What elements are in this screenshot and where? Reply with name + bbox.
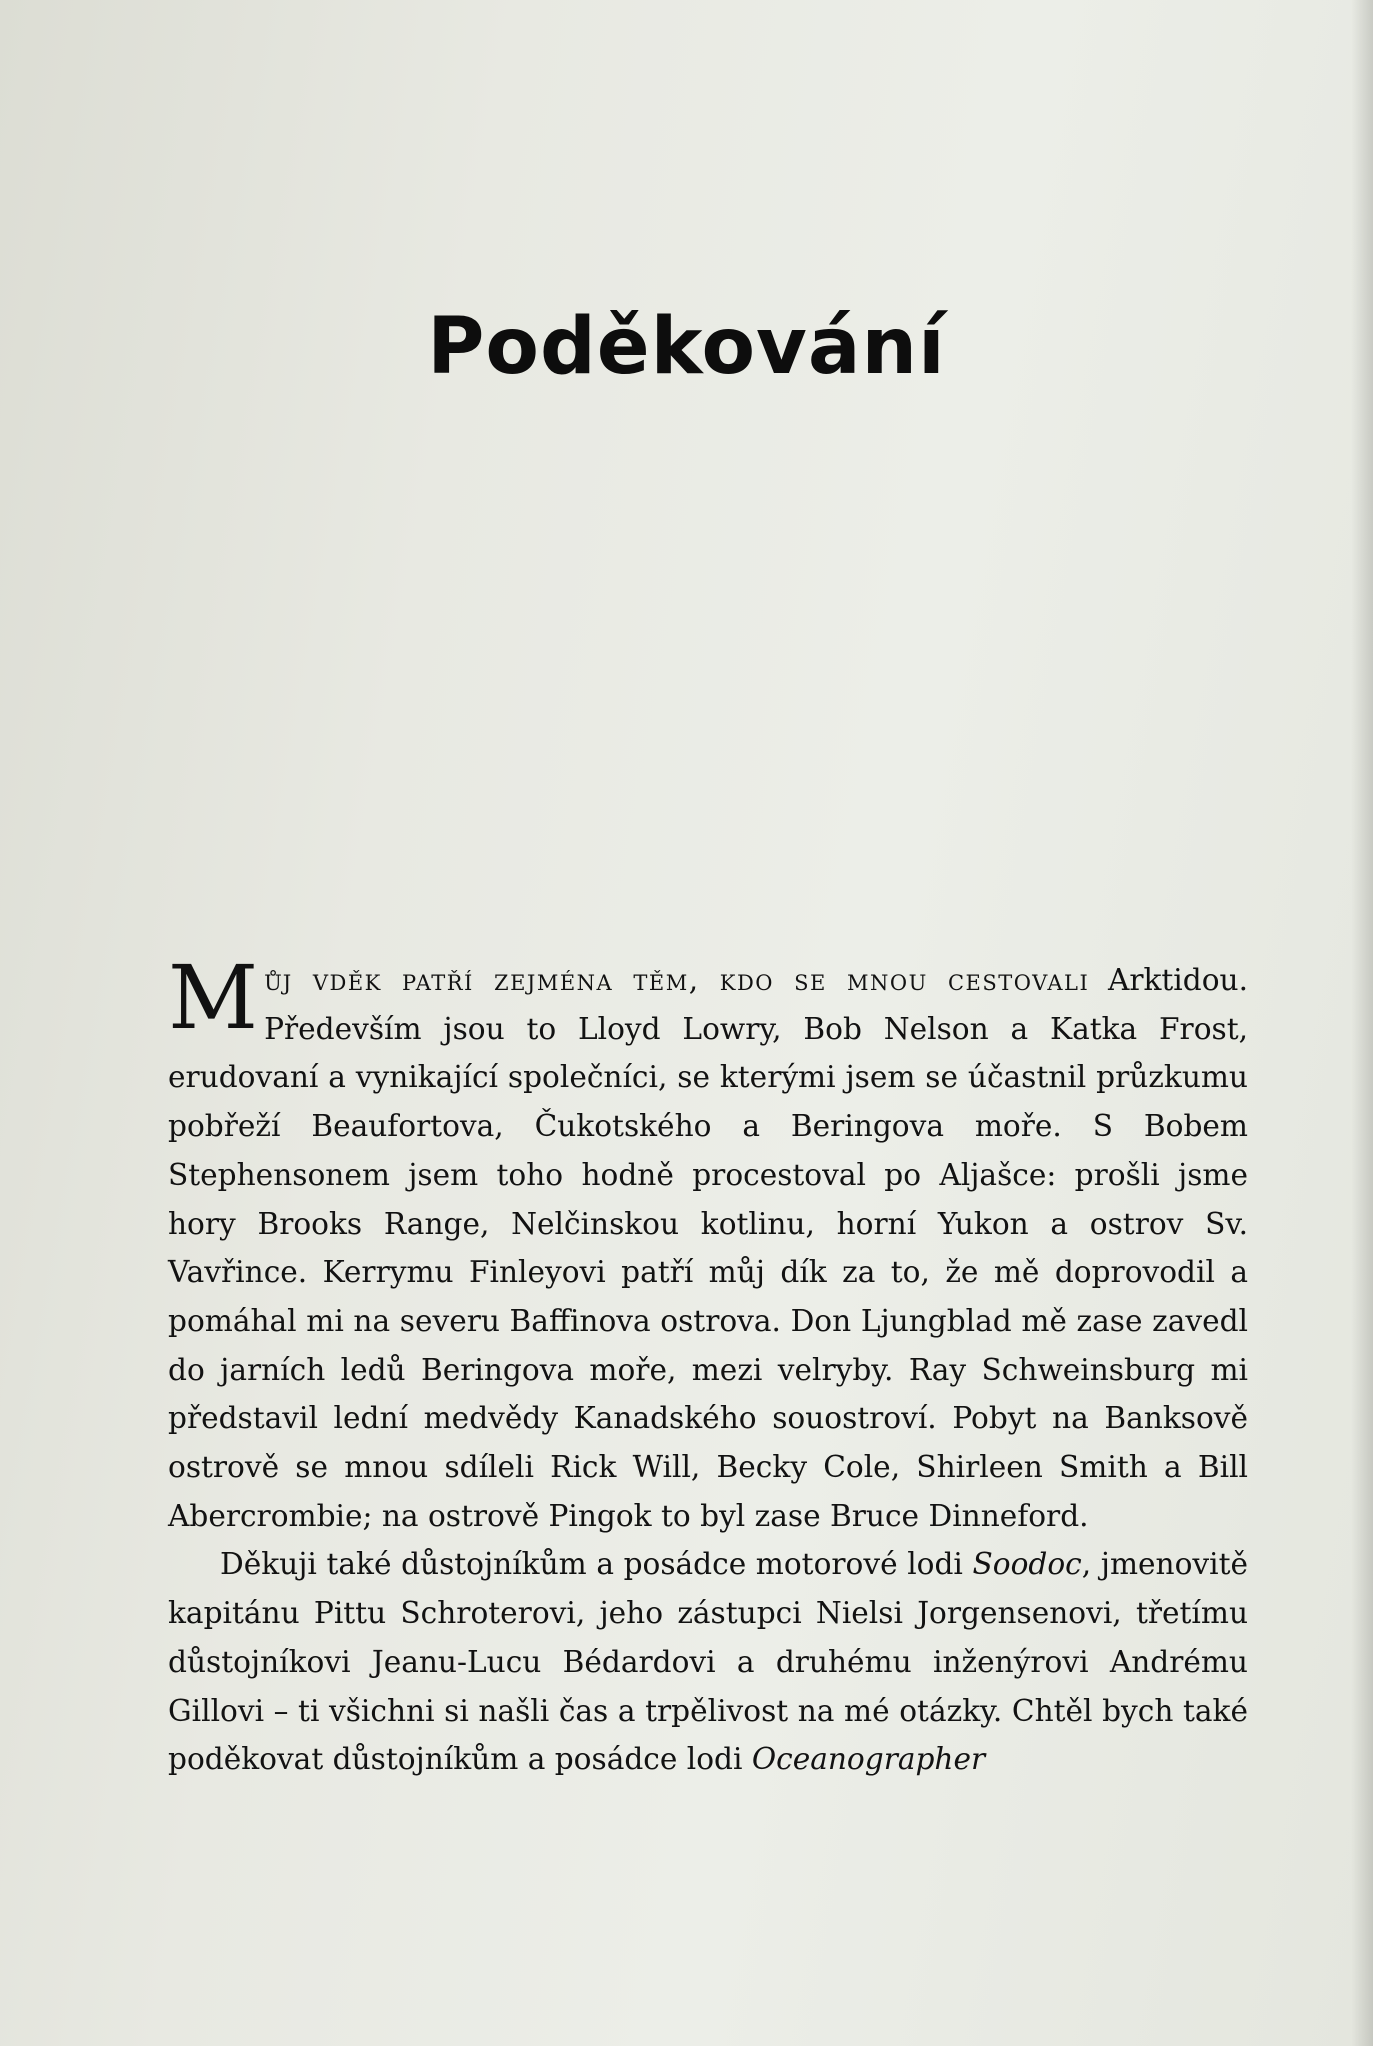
paragraph-1 — [168, 946, 1248, 1540]
ship-name-oceanographer: Oceanographer — [751, 1742, 986, 1777]
opening-small-caps: ůj vděk patří zejména těm, kdo se mnou cestovali — [264, 963, 1090, 997]
ship-name-soodoc: Soodoc — [972, 1547, 1082, 1582]
body-text — [168, 946, 1248, 1784]
chapter-title: Poděkování — [427, 302, 946, 392]
paragraph-1-text: Arktidou. Především jsou to Lloyd Lowry, Bob Nelson a Katka Frost, erudovaní a vynikající společníci, se kterými jsem se účastnil průzkumu pobřeží Beaufortova, Čukotského a Beringova moře. S Bobem Stephensonem jsem toho hodně procestoval po Aljašce: prošli jsme hory Brooks Range, Nelčinskou kotlinu, horní Yukon a ostrov Sv. Vavřince. Kerrymu Finleyovi patří můj dík za to, že mě doprovodil a pomáhal mi na severu Baffinova ostrova. Don Ljungblad mě zase zavedl do jarních ledů Beringova moře, mezi velryby. Ray Schweinsburg mi představil lední medvědy Kanadského souostroví. Pobyt na Banksově ostrově se mnou sdíleli Rick Will, Becky Cole, Shirleen Smith a Bill Abercrombie; na ostrově Pingok to byl zase Bruce Dinneford. — [168, 963, 1248, 1533]
drop-cap: M — [168, 946, 259, 1049]
paragraph-2-text-b: , jmenovitě kapitánu Pittu Schroterovi, jeho zástupci Nielsi Jorgensenovi, třetímu důstojníkovi Jeanu-Lucu Bédardovi a druhému inženýrovi Andrému Gillovi – ti všichni si našli čas a trpělivost na mé otázky. Chtěl bych také poděkovat důstojníkům a posádce lodi — [168, 1547, 1248, 1777]
paragraph-2-text-a: Děkuji také důstojníkům a posádce motorové lodi — [220, 1547, 973, 1582]
paragraph-2 — [168, 1540, 1248, 1784]
